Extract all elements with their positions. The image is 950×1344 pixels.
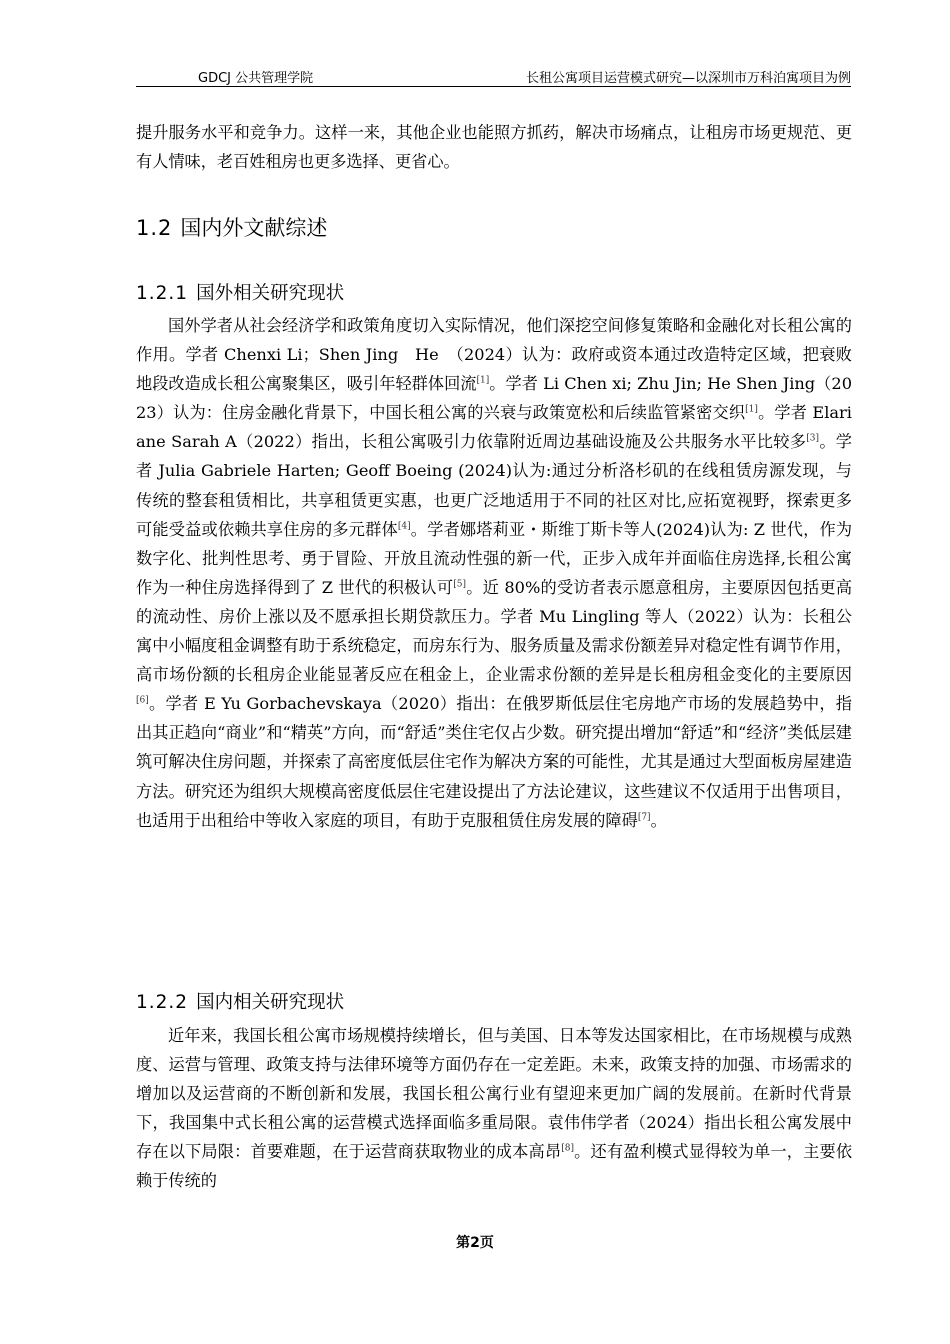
section-title: 国内相关研究现状 [196,992,345,1013]
text-run: 。 [650,810,667,830]
citation-mark: [4] [397,521,411,532]
page-number: 第2页 [456,1235,494,1251]
text-run: 国外学者从社会经济学和政策角度切入实际情况，他们深挖空间修复策略和金融化对长租公寓的作用。学者 Chenxi Li；Shen Jing He （2024）认为：政府或资本通过改造特定区域，把衰败地段改造成长租公寓聚集区，吸引年轻群体回流 [136,316,852,394]
citation-mark: [8] [561,1143,574,1154]
domestic-research-block [136,1021,852,1196]
text-run: 。还有盈利模式显得较为单一，主要依赖于传统的 [136,1142,853,1191]
section-number: 1.2.1 [136,283,189,304]
header-thesis-title: 长租公寓项目运营模式研究—以深圳市万科泊寓项目为例 [525,71,851,86]
foreign-research-paragraph [136,311,852,835]
text-run: 。学者 Elariane Sarah A（2022）指出，长租公寓吸引力依靠附近周边基础设施及公共服务水平比较多 [136,403,852,452]
text-run: 近年来，我国长租公寓市场规模持续增长，但与美国、日本等发达国家相比，在市场规模与成熟度、运营与管理、政策支持与法律环境等方面仍存在一定差距。未来，政策支持的加强、市场需求的增加以及运营商的不断创新和发展，我国长租公寓行业有望迎来更加广阔的发展前。在新时代背景下，我国集中式长租公寓的运营模式选择面临多重局限。袁伟伟学者（2024）指出长租公寓发展中存在以下局限：首要难题，在于运营商获取物业的成本高昂 [136,1026,852,1162]
intro-paragraph: 提升服务水平和竞争力。这样一来，其他企业也能照方抓药，解决市场痛点，让租房市场更规范、更有人情味，老百姓租房也更多选择、更省心。 [136,123,852,172]
citation-mark: [6] [136,695,149,706]
text-run: 。学者 Julia Gabriele Harten; Geoff Boeing (2024)认为:通过分析洛杉矶的在线租赁房源发现，与传统的整套租赁相比，共享租赁更实惠，也更广泛地适用于不同的社区对比,应拓宽视野，探索更多可能受益或依赖共享住房的多元群体 [136,432,852,539]
section-title: 国外相关研究现状 [196,283,345,304]
page-header [136,66,851,87]
text-run: 。学者娜塔莉亚・斯维丁斯卡等人(2024)认为: Z 世代，作为数字化、批判性思考、勇于冒险、开放且流动性强的新一代，正步入成年并面临住房选择,长租公寓作为一种住房选择得到了 Z 世代的积极认可 [136,519,853,597]
section-heading-1-2-1 [136,279,344,305]
text-run: 。学者 Li Chen xi; Zhu Jin; He Shen Jing（2023）认为：住房金融化背景下，中国长租公寓的兴衰与政策宽松和后续监管紧密交织 [136,374,852,423]
section-number: 1.2.2 [136,992,189,1013]
foreign-research-block [136,311,852,835]
section-number: 1.2 [136,216,173,240]
citation-mark: [5] [453,579,466,590]
citation-mark: [7] [637,812,651,823]
citation-mark: [1] [745,404,758,415]
section-heading-1-2-2 [136,988,344,1014]
citation-mark: [3] [806,433,820,444]
header-institution: GDCJ 公共管理学院 [198,71,314,86]
intro-paragraph-block [136,118,852,176]
text-run: 。近 80%的受访者表示愿意租房，主要原因包括更高的流动性、房价上涨以及不愿承担长期贷款压力。学者 Mu Lingling 等人（2022）认为：长租公寓中小幅度租金调整有助于系统稳定，而房东行为、服务质量及需求份额差异对稳定性有调节作用，高市场份额的长租房企业能显著反应在租金上，企业需求份额的差异是长租房租金变化的主要原因 [136,577,853,685]
text-run: 。学者 E Yu Gorbachevskaya（2020）指出：在俄罗斯低层住宅房地产市场的发展趋势中，指出其正趋向“商业”和“精英”方向，而“舒适”类住宅仅占少数。研究提出增加“舒适”和“经济”类低层建筑可解决住房问题，并探索了高密度低层住宅作为解决方案的可能性，尤其是通过大型面板房屋建造方法。研究还为组织大规模高密度低层住宅建设提出了方法论建议，这些建议不仅适用于出售项目，也适用于出租给中等收入家庭的项目，有助于克服租赁住房发展的障碍 [136,694,852,830]
citation-mark: [1] [476,375,490,386]
section-heading-1-2 [136,212,327,242]
domestic-research-paragraph [136,1021,852,1196]
section-title: 国内外文献综述 [180,216,328,240]
